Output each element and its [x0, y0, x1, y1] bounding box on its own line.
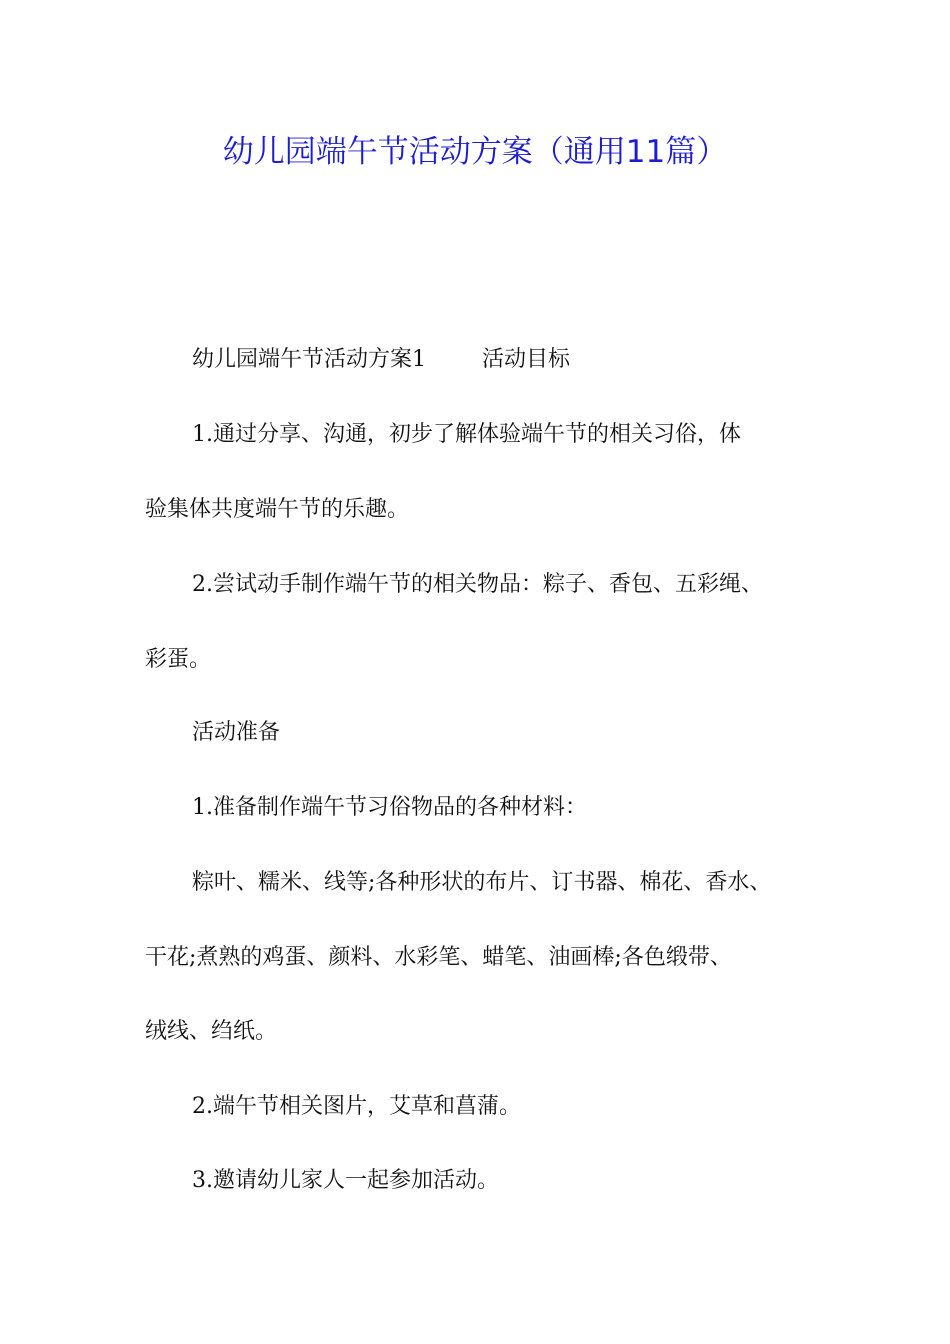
goal-2-line-2: 彩蛋。 [145, 647, 212, 672]
prep-2-line: 2.端午节相关图片，艾草和菖蒲。 [192, 1094, 521, 1119]
goal-2-line-1: 2.尝试动手制作端午节的相关物品：粽子、香包、五彩绳、 [192, 572, 763, 597]
document-title: 幼儿园端午节活动方案（通用11篇） [222, 134, 728, 170]
section-goal-heading: 活动目标 [482, 347, 571, 372]
goal-1-line-1: 1.通过分享、沟通，初步了解体验端午节的相关习俗，体 [192, 422, 741, 447]
prep-3-line: 3.邀请幼儿家人一起参加活动。 [192, 1168, 499, 1193]
plan-heading: 幼儿园端午节活动方案1 [192, 347, 426, 372]
section-prep-heading: 活动准备 [192, 720, 281, 745]
plan-heading-line [192, 340, 570, 380]
materials-line-2: 干花;煮熟的鸡蛋、颜料、水彩笔、蜡笔、油画棒;各色缎带、 [145, 945, 732, 970]
materials-line-3: 绒线、绉纸。 [145, 1019, 278, 1044]
prep-1-line: 1.准备制作端午节习俗物品的各种材料： [192, 795, 587, 820]
materials-line-1: 粽叶、糯米、线等;各种形状的布片、订书器、棉花、香水、 [192, 870, 772, 895]
goal-1-line-2: 验集体共度端午节的乐趣。 [145, 497, 410, 522]
